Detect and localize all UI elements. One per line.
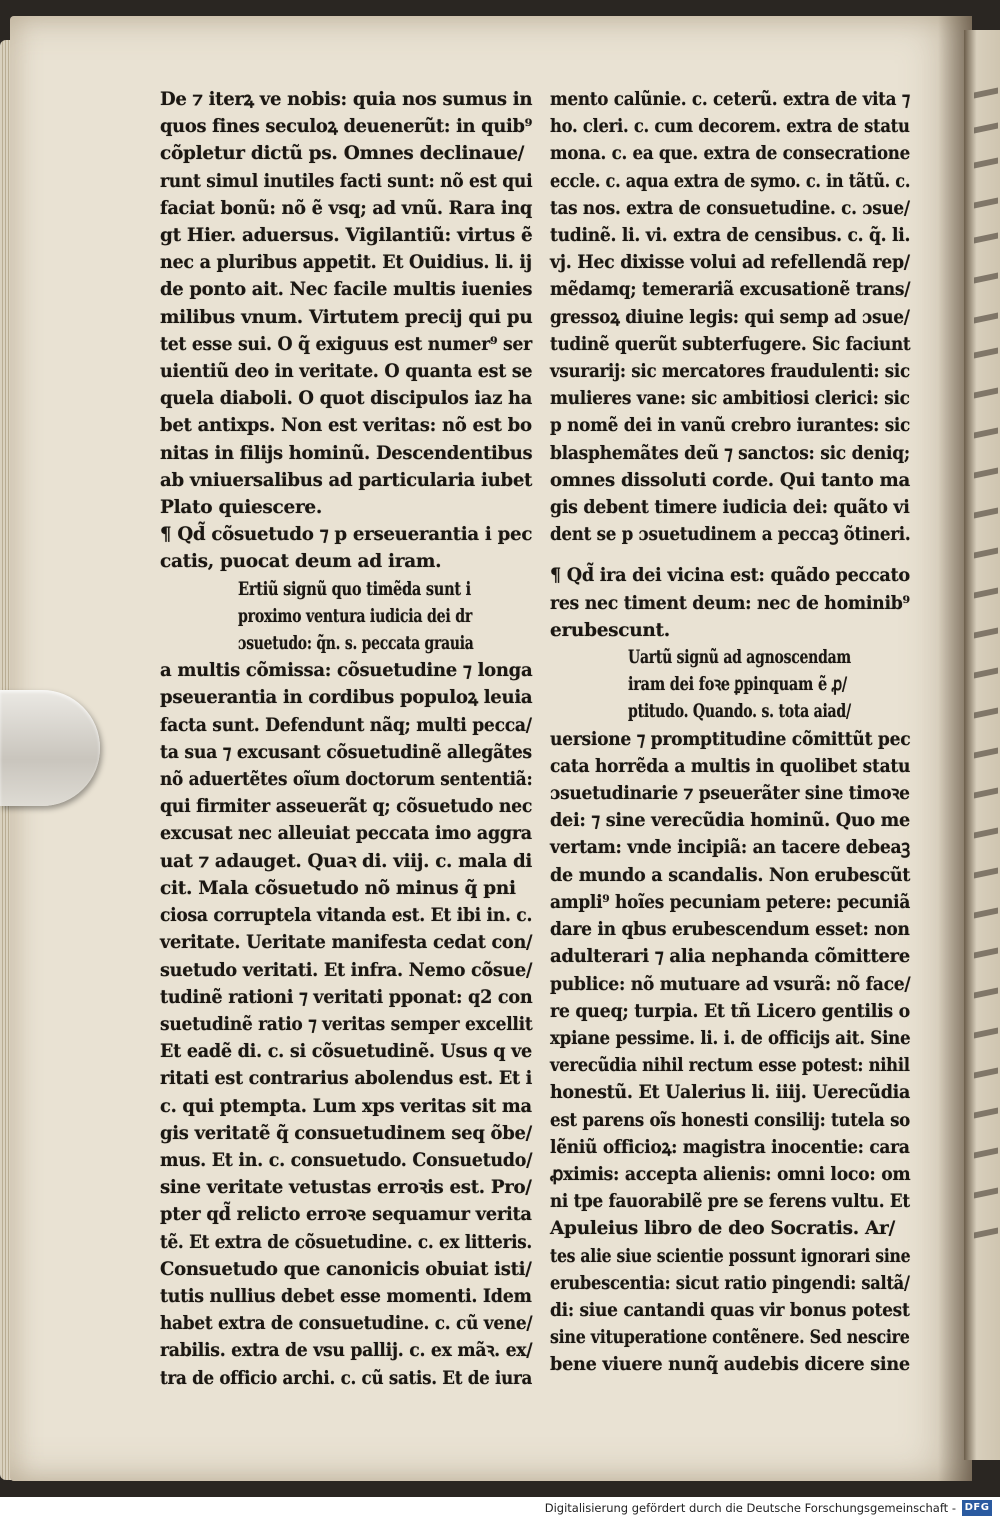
text-line: cit. Mala cõsuetudo nõ minus q̃ pni	[160, 877, 516, 899]
text-line: rabilis. extra de vsu pallij. c. ex mãꝛ. ex/	[160, 1340, 533, 1362]
text-line: gis veritatẽ q̃ consuetudinem seq õbe/	[160, 1122, 532, 1144]
facing-page-glyph	[974, 787, 998, 798]
text-line: uersione ⁊ promptitudine cõmittũt pec	[550, 728, 911, 750]
facing-page-glyph	[974, 627, 998, 638]
text-column-right	[550, 86, 910, 1379]
text-line: Consuetudo que canonicis obuiat isti/	[160, 1258, 532, 1280]
text-line: res nec timent deum: nec de hominib⁹	[550, 592, 910, 614]
text-line: facta sunt. Defendunt nãq; multi pecca/	[160, 714, 532, 736]
text-line: ho. cleri. c. cum decorem. extra de statu	[550, 116, 910, 138]
text-line: publice: nõ mutuare ad vsurã: nõ face/	[550, 973, 911, 995]
text-line: est parens oĩs honesti consilij: tutela so	[550, 1109, 911, 1131]
facing-page-glyph	[974, 947, 998, 958]
text-line: uat ⁊ adauget. Quaꝛ di. viij. c. mala di	[160, 850, 533, 872]
text-line: sine vituperatione contẽnere. Sed nescire	[550, 1327, 910, 1349]
text-line: verecũdia nihil rectum esse potest: nihil	[550, 1055, 910, 1077]
text-line: suetudinẽ ratio ⁊ veritas semper excellit	[160, 1013, 533, 1035]
funding-credit: Digitalisierung gefördert durch die Deutsche Forschungsgemeinschaft -	[544, 1501, 956, 1515]
text-line: tudinẽ. li. vi. extra de censibus. c. q̃. li.	[550, 225, 911, 247]
text-line: tra de officio archi. c. cũ satis. Et de iura	[160, 1367, 533, 1389]
text-line: ampli⁹ hoĩes pecuniam petere: pecuniã	[550, 891, 911, 913]
text-line: tet esse sui. O q̃ exiguus est numer⁹ ser	[160, 333, 532, 355]
facing-page-glyph	[974, 347, 998, 358]
text-column-left	[160, 86, 532, 1392]
text-line: gressoꝝ diuine legis: qui semp ad ɔsue/	[550, 306, 910, 328]
text-line: qui firmiter asseuerãt q; cõsuetudo nec	[160, 796, 533, 818]
text-line: omnes dissoluti corde. Qui tanto ma	[550, 469, 910, 491]
text-line: adulterari ⁊ alia nephanda cõmittere	[550, 946, 910, 968]
text-line: mus. Et in. c. consuetudo. Consuetudo/	[160, 1149, 533, 1171]
facing-page-glyph	[974, 197, 998, 208]
text-line: gis debent timere iudicia dei: quãto vi	[550, 497, 910, 519]
text-line: vj. Hec dixisse volui ad refellendã rep/	[550, 252, 910, 274]
text-line: habet extra de consuetudine. c. cũ vene/	[160, 1313, 533, 1335]
text-line: tutis nullius debet esse momenti. Idem	[160, 1285, 532, 1307]
facing-page-glyph	[974, 547, 998, 558]
text-line: nec a pluribus appetit. Et Ouidius. li. ij	[160, 252, 532, 274]
text-line: p nomẽ dei in vanũ crebro iurantes: sic	[550, 415, 911, 437]
text-line: mẽdamq; temerariã excusationẽ trans/	[550, 279, 911, 301]
text-line: iram dei foꝛe ꝑpinquam ẽ ꝓ/	[628, 674, 847, 696]
text-line: tes alie siue scientie possunt ignorari sine	[550, 1245, 911, 1267]
text-line: ꝓximis: accepta alienis: omni loco: om	[550, 1163, 911, 1185]
text-line: excusat nec alleuiat peccata imo aggra	[160, 823, 532, 845]
facing-page-glyph	[974, 827, 998, 838]
text-line: faciat bonũ: nõ ẽ vsq; ad vnũ. Rara inq	[160, 197, 533, 219]
facing-page-glyph	[974, 1027, 998, 1038]
facing-page-glyph	[974, 587, 998, 598]
text-line: nitas in filijs hominũ. Descendentibus	[160, 442, 533, 464]
funding-footer	[0, 1497, 1000, 1521]
text-line: xpiane pessime. li. i. de officijs ait. Sine	[550, 1027, 911, 1049]
text-line: catis, puocat deum ad iram.	[160, 551, 442, 573]
text-line: milibus vnum. Virtutem precij qui pu	[160, 306, 533, 328]
text-line: tẽ. Et extra de cõsuetudine. c. ex litteris.	[160, 1231, 532, 1253]
text-line: vertam: vnde incipiã: an tacere debeaꝫ	[550, 837, 910, 859]
text-line: quela diaboli. O quot discipulos iaz ha	[160, 388, 533, 410]
dfg-logo: DFG	[962, 1500, 992, 1516]
text-line: a multis cõmissa: cõsuetudine ⁊ longa	[160, 660, 533, 682]
text-line: vsurarij: sic mercatores fraudulenti: sic	[550, 361, 910, 383]
text-line: proximo ventura iudicia dei dr	[238, 605, 473, 627]
text-line: ¶ Qd̃ cõsuetudo ⁊ p erseuerantia i pec	[160, 524, 533, 546]
facing-page-glyph	[974, 1187, 998, 1198]
text-line: c. qui ptempta. Lum xps veritas sit ma	[160, 1095, 532, 1117]
facing-page-glyph	[974, 507, 998, 518]
text-line: ta sua ⁊ excusant cõsuetudinẽ allegãtes	[160, 741, 532, 763]
text-line: gt Hier. aduersus. Vigilantiũ: virtus ẽ	[160, 225, 533, 247]
facing-page-glyph	[974, 907, 998, 918]
facing-page-glyph	[974, 747, 998, 758]
text-line: de mundo a scandalis. Non erubescũt	[550, 864, 911, 886]
facing-page-glyph	[974, 1107, 998, 1118]
text-line: tudinẽ rationi ⁊ veritati pponat: q2 con	[160, 986, 533, 1008]
facing-page-glyph	[974, 867, 998, 878]
facing-page-glyph	[974, 122, 998, 133]
text-line: mento calũnie. c. ceterũ. extra de vita ⁊	[550, 89, 910, 110]
facing-page-glyph	[974, 1067, 998, 1078]
text-line: cõpletur dictũ ps. Omnes declinaue/	[160, 143, 525, 165]
facing-page-glyph	[974, 387, 998, 398]
text-line: tudinẽ querũt subterfugere. Sic faciunt	[550, 333, 911, 355]
text-line: bene viuere nunq̃ audebis dicere sine	[550, 1354, 910, 1376]
text-line: uientiũ deo in veritate. O quanta est se	[160, 361, 533, 383]
facing-page-glyph	[974, 272, 998, 283]
facing-page-glyph	[974, 707, 998, 718]
text-line: Uartũ signũ ad agnoscendam	[628, 647, 851, 669]
text-line: lẽniũ officioꝝ: magistra inocentie: cara	[550, 1136, 910, 1158]
text-line: nõ aduertẽtes oĩum doctorum sententiã:	[160, 769, 533, 791]
text-line: di: siue cantandi quas vir bonus potest	[550, 1299, 910, 1321]
text-line: Et eadẽ di. c. si cõsuetudinẽ. Usus q ve	[160, 1041, 532, 1063]
scan-bottom-margin	[0, 1481, 1000, 1497]
text-line: eccle. c. aqua extra de symo. c. in tãtũ. c.	[550, 170, 911, 192]
text-line: re queq; turpia. Et tñ Licero gentilis o	[550, 1000, 910, 1022]
text-line: bet antixps. Non est veritas: nõ est bo	[160, 415, 532, 437]
text-line: blasphemãtes deũ ⁊ sanctos: sic deniq;	[550, 442, 910, 464]
facing-page-glyph	[974, 467, 998, 478]
text-line: Apuleius libro de deo Socratis. Ar/	[550, 1218, 895, 1240]
text-line: veritate. Ueritate manifesta cedat con/	[160, 932, 533, 954]
text-line: Plato quiescere.	[160, 497, 323, 519]
text-line: suetudo veritati. Et infra. Nemo cõsue/	[160, 959, 533, 981]
facing-page-glyph	[974, 232, 998, 243]
text-line: erubescentia: sicut ratio pingendi: saltã/	[550, 1272, 910, 1294]
text-line: erubescunt.	[550, 619, 670, 641]
text-line: mulieres vane: sic ambitiosi clerici: sic	[550, 388, 910, 410]
text-line: ptitudo. Quando. s. tota aiad/	[628, 701, 851, 723]
text-line: De ⁊ iterꝝ ve nobis: quia nos sumus in	[160, 89, 533, 110]
text-line	[550, 548, 910, 562]
text-line: ¶ Qd̃ ira dei vicina est: quãdo peccato	[550, 565, 910, 587]
facing-page-glyph	[974, 157, 998, 168]
facing-page-glyph	[974, 667, 998, 678]
text-line: ciosa corruptela vitanda est. Et ibi in. c.	[160, 905, 533, 927]
text-line: tas nos. extra de consuetudine. c. ɔsue/	[550, 197, 910, 219]
text-line: pseuerantia in cordibus populoꝝ leuia	[160, 687, 533, 709]
text-line: cata horrẽda a multis in quolibet statu	[550, 755, 911, 777]
text-line: quos fines seculoꝝ deuenerũt: in quib⁹	[160, 116, 533, 138]
facing-page-edge	[964, 30, 1000, 1460]
text-line: dei: ⁊ sine verecũdia hominũ. Quo me	[550, 810, 910, 832]
text-line: de ponto ait. Nec facile multis iuenies	[160, 279, 533, 301]
text-line: ɔsuetudo: q̃n. s. peccata grauia	[238, 633, 474, 655]
text-line: pter qd̃ relicto erroꝛe sequamur verita	[160, 1204, 532, 1226]
text-line: mona. c. ea que. extra de consecratione	[550, 143, 910, 165]
facing-page-glyph	[974, 87, 998, 98]
text-line: sine veritate vetustas erroꝛis est. Pro/	[160, 1177, 532, 1199]
text-line: ɔsuetudinarie ⁊ pseuerãter sine timoꝛe	[550, 783, 910, 805]
text-line: dare in qbus erubescendum esset: non	[550, 919, 910, 941]
text-line: dent se p ɔsuetudinem a peccaꝫ õtineri.	[550, 524, 911, 546]
facing-page-glyph	[974, 312, 998, 323]
text-line: ab vniuersalibus ad particularia iubet	[160, 469, 533, 491]
text-line: Ertiũ signũ quo timẽda sunt i	[238, 578, 471, 600]
facing-page-glyph	[974, 1147, 998, 1158]
text-line: honestũ. Et Ualerius li. iiij. Uerecũdia	[550, 1082, 911, 1104]
facing-page-glyph	[974, 427, 998, 438]
facing-page-glyph	[974, 1227, 998, 1238]
facing-page-glyph	[974, 987, 998, 998]
text-line: runt simul inutiles facti sunt: nõ est qui	[160, 170, 533, 192]
text-line: ni tpe fauorabilẽ pre se ferens vultu. Et	[550, 1191, 910, 1213]
text-line: ritati est contrarius abolendus est. Et i	[160, 1068, 533, 1090]
